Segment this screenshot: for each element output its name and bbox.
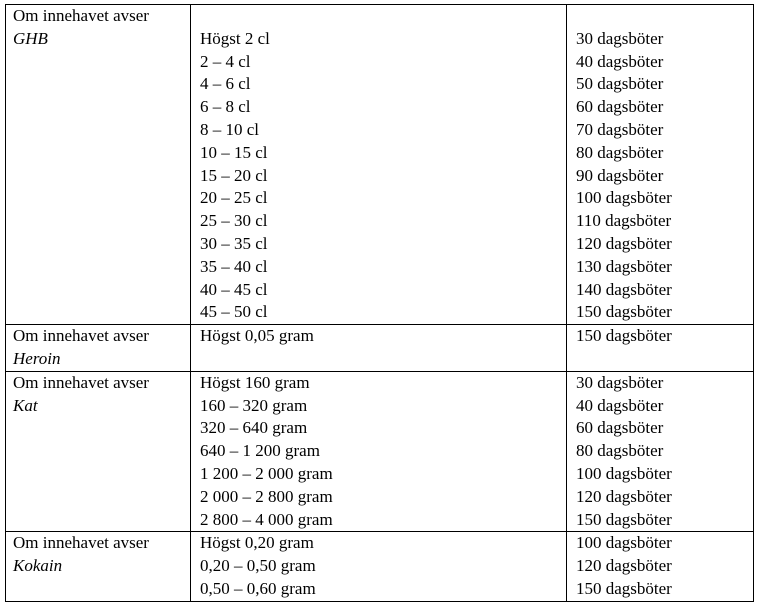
drug-name: GHB — [13, 28, 48, 48]
fine-amount-text: 40 dagsböter — [576, 51, 664, 71]
quantity-range-cell — [191, 5, 567, 325]
fine-amount-text: 30 dagsböter — [576, 28, 664, 48]
fine-cell — [567, 325, 754, 372]
fine-amount-text: 30 dagsböter — [576, 372, 664, 392]
quantity-range-text: Högst 0,20 gram — [200, 533, 314, 553]
quantity-range-text: 8 – 10 cl — [200, 119, 260, 139]
fine-amount-text: 100 dagsböter — [576, 463, 672, 483]
quantity-range-text: 6 – 8 cl — [200, 97, 251, 117]
fines-table-body — [6, 5, 754, 602]
fine-amount-text: 60 dagsböter — [576, 418, 664, 438]
fine-amount-text: 80 dagsböter — [576, 142, 664, 162]
quantity-range-text: 320 – 640 gram — [200, 418, 308, 438]
drug-prefix-text: Om innehavet avser — [13, 326, 149, 346]
fine-amount-text: 130 dagsböter — [576, 256, 672, 276]
fine-amount-text: 50 dagsböter — [576, 74, 664, 94]
quantity-range-text: 640 – 1 200 gram — [200, 441, 320, 461]
fine-amount-text: 60 dagsböter — [576, 97, 664, 117]
fine-amount-text: 150 dagsböter — [576, 578, 672, 598]
fine-amount-text: 150 dagsböter — [576, 302, 672, 322]
drug-name: Kat — [13, 395, 38, 415]
quantity-range-text: 0,20 – 0,50 gram — [200, 556, 316, 576]
fine-amount-text: 120 dagsböter — [576, 556, 672, 576]
quantity-range-text: 15 – 20 cl — [200, 165, 268, 185]
quantity-range-text: 0,50 – 0,60 gram — [200, 578, 316, 598]
drug-prefix-text: Om innehavet avser — [13, 6, 149, 25]
quantity-range-text: 1 200 – 2 000 gram — [200, 463, 333, 483]
fine-amount-text: 80 dagsböter — [576, 441, 664, 461]
fine-cell — [567, 371, 754, 532]
fine-cell — [567, 5, 754, 325]
fine-amount-text: 150 dagsböter — [576, 326, 672, 346]
fine-amount-text: 150 dagsböter — [576, 509, 672, 529]
quantity-range-text: 40 – 45 cl — [200, 279, 268, 299]
quantity-range-cell — [191, 325, 567, 372]
quantity-range-text: 2 – 4 cl — [200, 51, 251, 71]
quantity-range-text: 45 – 50 cl — [200, 302, 268, 322]
quantity-range-text: Högst 0,05 gram — [200, 326, 314, 346]
quantity-range-text: 2 000 – 2 800 gram — [200, 486, 333, 506]
drug-description-cell — [6, 371, 191, 532]
quantity-range-text: 30 – 35 cl — [200, 233, 268, 253]
drug-group-row — [6, 5, 754, 325]
fine-amount-text: 70 dagsböter — [576, 119, 664, 139]
fine-cell — [567, 532, 754, 601]
quantity-range-text: Högst 2 cl — [200, 28, 270, 48]
drug-group-row — [6, 371, 754, 532]
quantity-range-cell — [191, 371, 567, 532]
fines-table — [5, 4, 754, 602]
fine-amount-text: 140 dagsböter — [576, 279, 672, 299]
fine-amount-text: 100 dagsböter — [576, 188, 672, 208]
quantity-range-text: 160 – 320 gram — [200, 395, 308, 415]
drug-name: Kokain — [13, 556, 63, 576]
fine-amount-text: 100 dagsböter — [576, 533, 672, 553]
fine-amount-text: 120 dagsböter — [576, 233, 672, 253]
drug-group-row — [6, 325, 754, 372]
drug-prefix-text: Om innehavet avser — [13, 533, 149, 553]
fine-amount-text: 90 dagsböter — [576, 165, 664, 185]
quantity-range-cell — [191, 532, 567, 601]
blank-line — [576, 5, 753, 28]
drug-name: Heroin — [13, 348, 61, 368]
fine-amount-text: 110 dagsböter — [576, 211, 672, 231]
drug-description-cell — [6, 325, 191, 372]
drug-prefix-text: Om innehavet avser — [13, 372, 149, 392]
quantity-range-text: Högst 160 gram — [200, 372, 310, 392]
quantity-range-text: 20 – 25 cl — [200, 188, 268, 208]
quantity-range-text: 25 – 30 cl — [200, 211, 268, 231]
drug-description-cell — [6, 532, 191, 601]
quantity-range-text: 35 – 40 cl — [200, 256, 268, 276]
fine-amount-text: 120 dagsböter — [576, 486, 672, 506]
quantity-range-text: 2 800 – 4 000 gram — [200, 509, 333, 529]
quantity-range-text: 10 – 15 cl — [200, 142, 268, 162]
quantity-range-text: 4 – 6 cl — [200, 74, 251, 94]
fine-amount-text: 40 dagsböter — [576, 395, 664, 415]
drug-description-cell — [6, 5, 191, 325]
blank-line — [200, 5, 566, 28]
drug-group-row — [6, 532, 754, 601]
